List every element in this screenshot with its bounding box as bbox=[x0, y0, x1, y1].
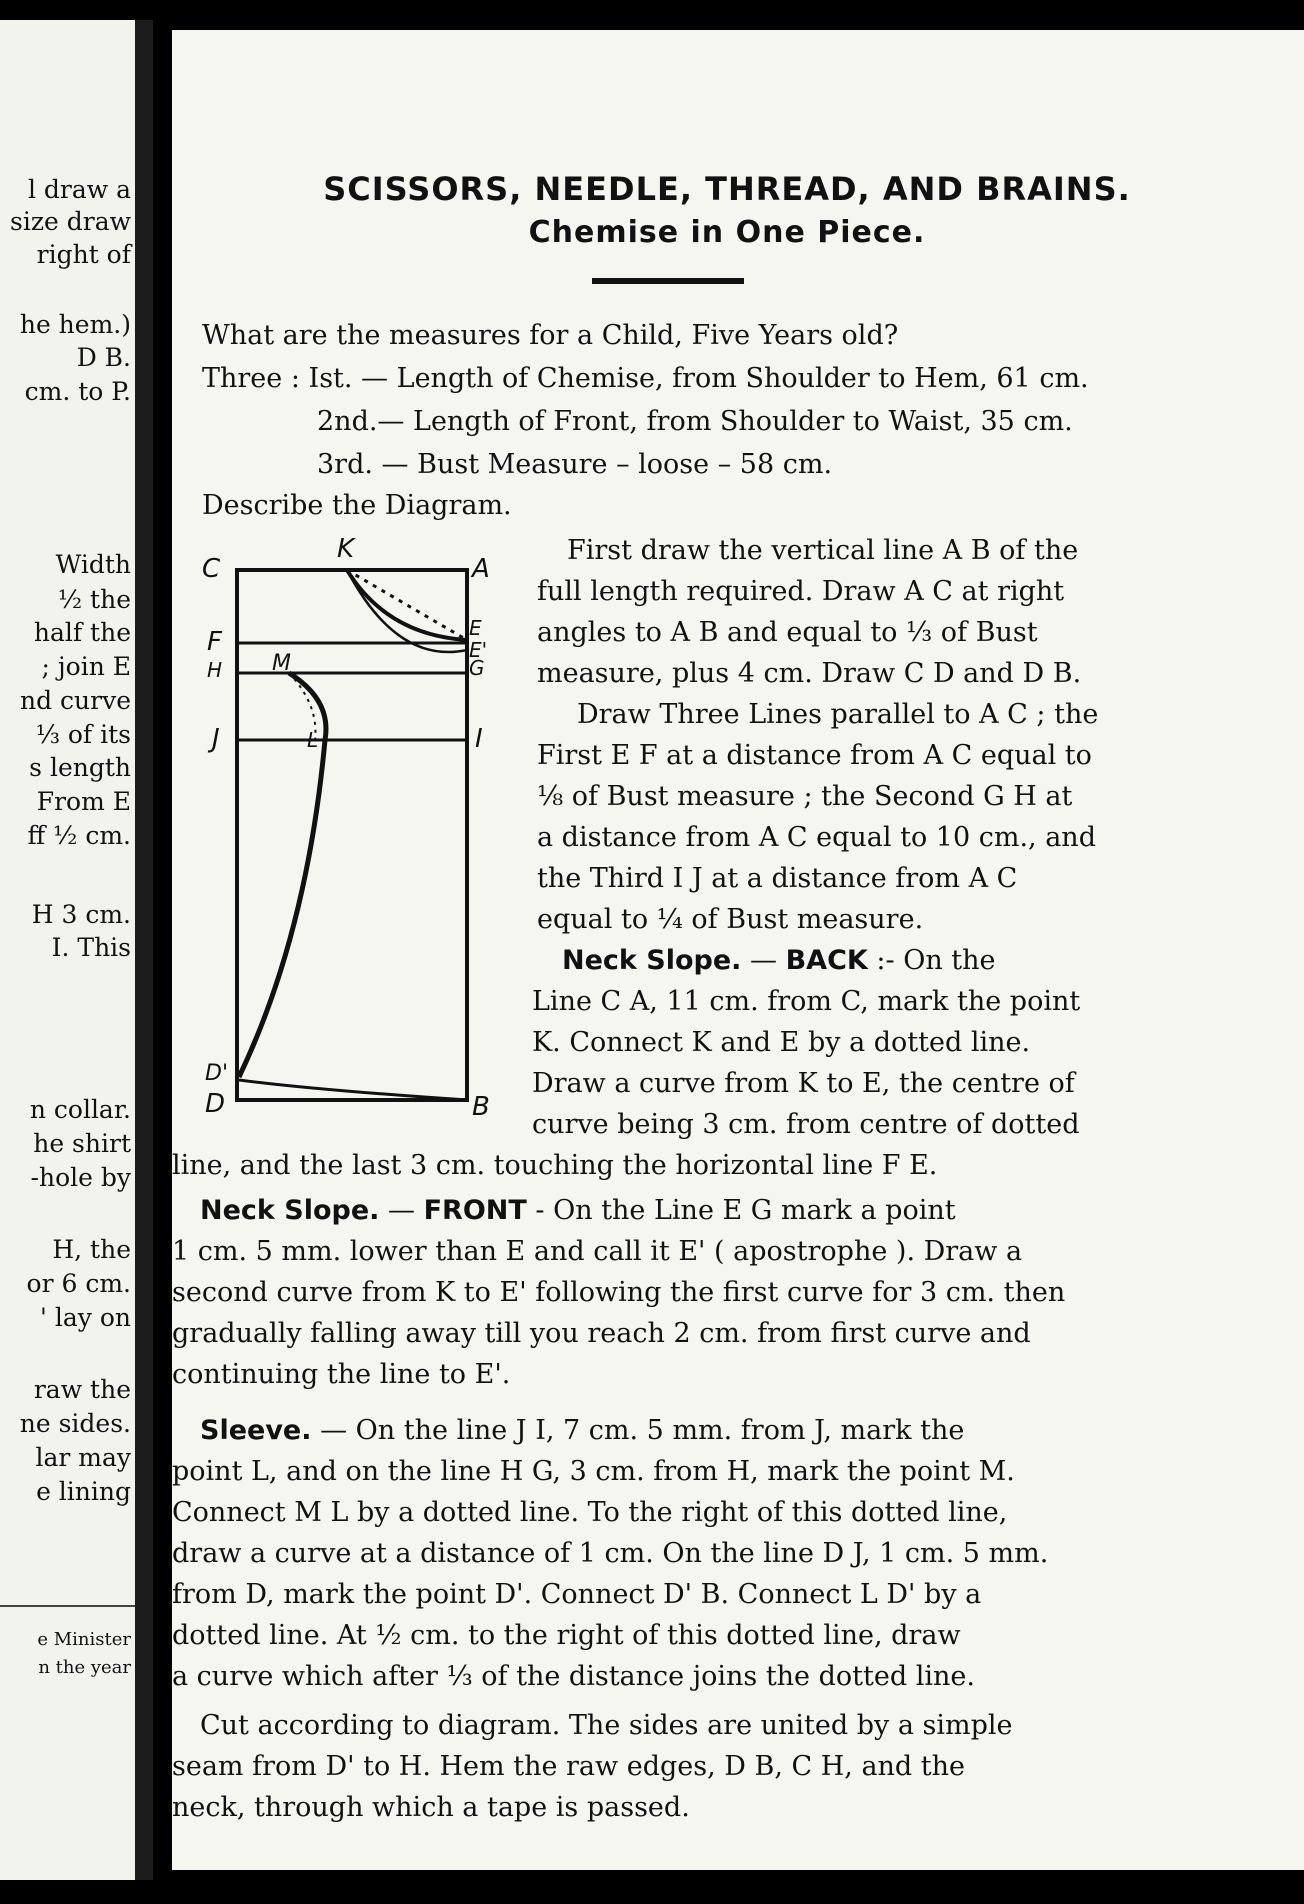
sleeve-line: from D, mark the point D'. Connect D' B. Connect L D' by a bbox=[172, 1579, 982, 1610]
sleeve-line: Connect M L by a dotted line. To the right of this dotted line, bbox=[172, 1497, 1008, 1528]
desc-line: First draw the vertical line A B of the bbox=[567, 535, 1079, 566]
neck-back-line: Draw a curve from K to E, the centre of bbox=[532, 1068, 1075, 1099]
neck-front-heading: Neck Slope. bbox=[200, 1195, 380, 1226]
neck-back-line: K. Connect K and E by a dotted line. bbox=[532, 1027, 1031, 1058]
facing-line: he hem.) bbox=[19, 310, 131, 339]
measures-question: What are the measures for a Child, Five Years old? bbox=[202, 320, 899, 351]
desc-line: a distance from A C equal to 10 cm., and bbox=[537, 822, 1096, 853]
label-b: B bbox=[472, 1092, 490, 1122]
neck-back-line: line, and the last 3 cm. touching the horizontal line F E. bbox=[172, 1150, 938, 1181]
neck-back-first-line bbox=[562, 945, 996, 977]
desc-line: Draw Three Lines parallel to A C ; the bbox=[577, 699, 1099, 730]
label-k: K bbox=[337, 534, 355, 564]
neck-front-label: FRONT bbox=[423, 1195, 527, 1226]
neck-dotted bbox=[347, 570, 467, 640]
facing-line: nd curve bbox=[19, 686, 131, 715]
facing-line: ; join E bbox=[41, 652, 131, 681]
facing-line: -hole by bbox=[30, 1163, 131, 1192]
label-i: I bbox=[475, 724, 483, 754]
label-d-prime: D' bbox=[205, 1061, 228, 1086]
label-a: A bbox=[472, 554, 490, 584]
desc-line: angles to A B and equal to ⅓ of Bust bbox=[537, 617, 1038, 648]
facing-footnote: n the year bbox=[38, 1657, 131, 1678]
sleeve-line: dotted line. At ½ cm. to the right of this dotted line, draw bbox=[172, 1620, 961, 1651]
label-f: F bbox=[207, 627, 222, 657]
cut-line: neck, through which a tape is passed. bbox=[172, 1792, 690, 1823]
neck-front-line: second curve from K to E' following the first curve for 3 cm. then bbox=[172, 1277, 1066, 1308]
title-divider bbox=[592, 278, 744, 284]
label-j: J bbox=[212, 724, 220, 754]
label-c: C bbox=[202, 554, 221, 584]
measure-third: 3rd. — Bust Measure – loose – 58 cm. bbox=[317, 449, 833, 480]
hem-curve bbox=[239, 1080, 467, 1100]
neck-front-line: continuing the line to E'. bbox=[172, 1359, 511, 1390]
label-d: D bbox=[205, 1089, 226, 1119]
label-h: H bbox=[207, 658, 223, 682]
desc-line: measure, plus 4 cm. Draw C D and D B. bbox=[537, 658, 1082, 689]
facing-line: n collar. bbox=[29, 1095, 131, 1124]
label-g: G bbox=[469, 656, 485, 680]
desc-line: equal to ¼ of Bust measure. bbox=[537, 904, 924, 935]
describe-heading: Describe the Diagram. bbox=[202, 490, 512, 521]
facing-line: Width bbox=[55, 550, 131, 579]
facing-line: I. This bbox=[51, 933, 131, 962]
measure-second: 2nd.— Length of Front, from Shoulder to Waist, 35 cm. bbox=[317, 406, 1073, 437]
facing-line: lar may bbox=[35, 1443, 131, 1472]
sleeve-first-line bbox=[200, 1415, 964, 1447]
measure-first: Three : Ist. — Length of Chemise, from Shoulder to Hem, 61 cm. bbox=[202, 363, 1089, 394]
facing-line: right of bbox=[36, 240, 131, 269]
label-m: M bbox=[272, 651, 291, 676]
facing-line: s length bbox=[29, 753, 131, 782]
facing-line: ne sides. bbox=[19, 1409, 131, 1438]
desc-line: full length required. Draw A C at right bbox=[537, 576, 1065, 607]
sleeve-line: point L, and on the line H G, 3 cm. from H, mark the point M. bbox=[172, 1456, 1015, 1487]
cut-line: seam from D' to H. Hem the raw edges, D B, C H, and the bbox=[172, 1751, 966, 1782]
neck-back-heading: Neck Slope. bbox=[562, 945, 742, 976]
facing-line: H, the bbox=[52, 1235, 131, 1264]
neck-front-first-line bbox=[200, 1195, 956, 1227]
neck-front-line: gradually falling away till you reach 2 cm. from first curve and bbox=[172, 1318, 1031, 1349]
facing-line: ff ½ cm. bbox=[27, 821, 131, 850]
facing-line: D B. bbox=[76, 343, 131, 372]
label-e-prime: E' bbox=[469, 638, 488, 662]
desc-line: First E F at a distance from A C equal to bbox=[537, 740, 1092, 771]
neck-front-line: 1 cm. 5 mm. lower than E and call it E' ( apostrophe ). Draw a bbox=[172, 1236, 1023, 1267]
sleeve-line: draw a curve at a distance of 1 cm. On the line D J, 1 cm. 5 mm. bbox=[172, 1538, 1049, 1569]
page-subtitle: Chemise in One Piece. bbox=[528, 215, 926, 250]
neck-back-after: :- On the bbox=[867, 945, 996, 976]
facing-line: e lining bbox=[36, 1477, 131, 1506]
neck-front-dash: — bbox=[379, 1195, 424, 1226]
facing-line: size draw bbox=[10, 207, 131, 236]
neck-back-label: BACK bbox=[785, 945, 868, 976]
facing-line: H 3 cm. bbox=[31, 900, 131, 929]
footnote-rule bbox=[0, 1605, 135, 1607]
sleeve-line: a curve which after ⅓ of the distance joins the dotted line. bbox=[172, 1661, 975, 1692]
sleeve-after: — On the line J I, 7 cm. 5 mm. from J, mark the bbox=[311, 1415, 965, 1446]
desc-line: the Third I J at a distance from A C bbox=[537, 863, 1018, 894]
neck-back-line: curve being 3 cm. from centre of dotted bbox=[532, 1109, 1080, 1140]
label-e: E bbox=[469, 616, 482, 640]
facing-line: raw the bbox=[33, 1375, 131, 1404]
facing-page-fragment bbox=[0, 20, 153, 1880]
label-l: L bbox=[307, 728, 319, 752]
desc-line: ⅛ of Bust measure ; the Second G H at bbox=[537, 781, 1073, 812]
neck-back-dash: — bbox=[741, 945, 786, 976]
facing-line: cm. to P. bbox=[24, 377, 131, 406]
cut-line: Cut according to diagram. The sides are united by a simple bbox=[200, 1710, 1013, 1741]
sleeve-heading: Sleeve. bbox=[200, 1415, 312, 1446]
page-title: SCISSORS, NEEDLE, THREAD, AND BRAINS. bbox=[323, 170, 1131, 208]
facing-line: l draw a bbox=[27, 175, 131, 204]
facing-line: ½ the bbox=[57, 585, 131, 614]
facing-line: ⅓ of its bbox=[35, 720, 131, 749]
facing-line: From E bbox=[36, 787, 131, 816]
facing-line: he shirt bbox=[33, 1129, 131, 1158]
neck-front-after: - On the Line E G mark a point bbox=[526, 1195, 956, 1226]
facing-line: half the bbox=[33, 618, 131, 647]
neck-back-line: Line C A, 11 cm. from C, mark the point bbox=[532, 986, 1081, 1017]
main-page bbox=[172, 30, 1304, 1870]
facing-line: or 6 cm. bbox=[26, 1269, 131, 1298]
facing-footnote: e Minister bbox=[37, 1629, 131, 1650]
facing-line: ' lay on bbox=[40, 1303, 131, 1332]
